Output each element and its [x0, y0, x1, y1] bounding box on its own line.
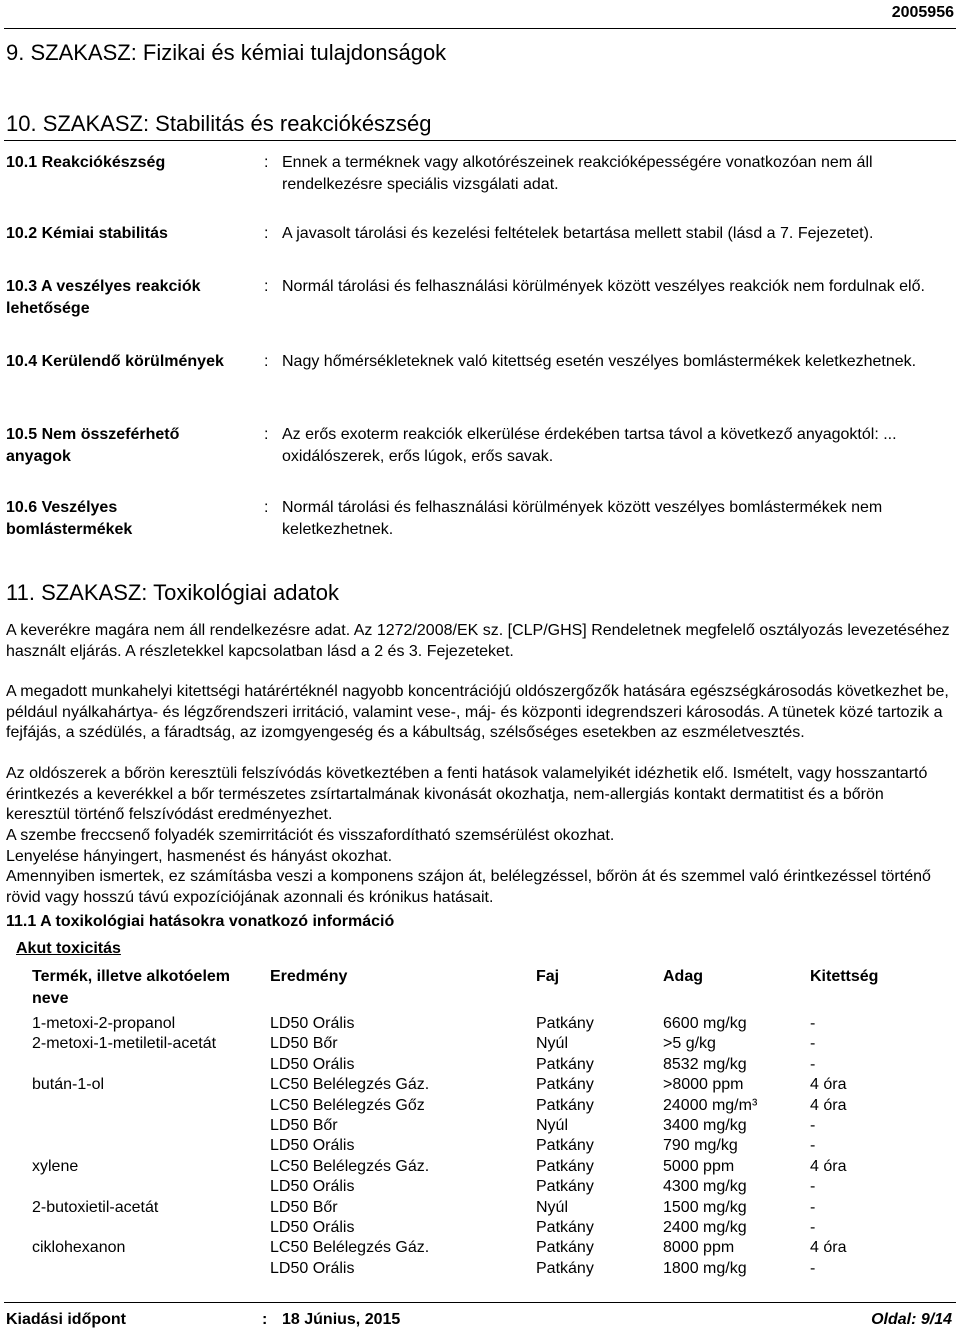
table-cell-exposure: 4 óra	[810, 1157, 847, 1175]
row-label: 10.6 Veszélyes bomlástermékek	[6, 499, 133, 538]
table-cell-dose: 790 mg/kg	[663, 1137, 738, 1155]
footer-issue-date: 18 Június, 2015	[282, 1311, 401, 1328]
table-cell-result: LD50 Orális	[270, 1219, 355, 1236]
section-11-intro: A keverékre magára nem áll rendelkezésre adat. Az 1272/2008/EK sz. [CLP/GHS] Rendeletnek megfelelő osztályozás levezetéséhez használt eljárás. A részletekkel kapcsolatban lásd a 2 és 3. Fejezeteket.	[6, 622, 950, 660]
section-9-title: 9. SZAKASZ: Fizikai és kémiai tulajdonságok	[6, 40, 447, 65]
table-cell-exposure: -	[810, 1137, 816, 1155]
row-colon: :	[264, 499, 269, 516]
table-cell-result: LC50 Belélegzés Gáz.	[270, 1239, 430, 1257]
table-cell-exposure: 4 óra	[810, 1096, 847, 1114]
footer-page-number: Oldal: 9/14	[871, 1311, 952, 1328]
table-cell-exposure: -	[810, 1259, 816, 1277]
table-cell-species: Nyúl	[536, 1198, 569, 1216]
section-11-paragraph: A megadott munkahelyi kitettségi határértéknél nagyobb koncentrációjú oldószergőzők hatására egészségkárosodás következhet be, például nyálkahártya- és légzőrendszeri irritáció, valamint vese-, máj- és központi idegrendszeri károsodás. A tünetek közé tartozik a fejfájás, a szédülés, a fáradtság, az izomgyengeség és a kábultság, szélsőséges esetekben az eszméletvesztés.	[6, 683, 949, 742]
row-colon: :	[264, 278, 269, 295]
table-cell-exposure: 4 óra	[810, 1076, 847, 1094]
table-cell-result: LD50 Orális	[270, 1015, 355, 1032]
table-cell-dose: >5 g/kg	[663, 1035, 716, 1053]
table-cell-dose: 2400 mg/kg	[663, 1219, 747, 1236]
row-colon: :	[264, 154, 269, 171]
table-cell-species: Nyúl	[536, 1035, 569, 1053]
row-value: Normál tárolási és felhasználási körülmények között veszélyes reakciók nem fordulnak elő.	[282, 278, 925, 295]
table-header-dose: Adag	[663, 968, 703, 985]
table-cell-result: LD50 Bőr	[270, 1198, 338, 1216]
section-11-paragraph: Lenyelése hányingert, hasmenést és hányást okozhat.	[6, 848, 393, 865]
table-cell-species: Patkány	[536, 1076, 594, 1094]
section-11-paragraph: Amennyiben ismertek, ez számításba veszi a komponens szájon át, belélegzéssel, bőrön át és szemmel való érintkezéssel történő rövid vagy hosszú távú expozíciójának azonnali és krónikus hatásait.	[6, 868, 931, 906]
section-11-paragraph: Az oldószerek a bőrön keresztüli felszívódás következtében a fenti hatások valamelyikét idézhetik elő. Ismételt, vagy hosszantartó érintkezés a keverékkel a bőr természetes zsírtartalmának kivonását okozhatja, nem-allergiás kontakt dermatitist és a bőrön keresztül történő felszívódást eredményezhet.	[6, 765, 928, 824]
table-header-species: Faj	[536, 968, 560, 985]
table-cell-species: Patkány	[536, 1239, 594, 1257]
footer-divider	[4, 1302, 956, 1303]
header-divider	[4, 28, 956, 29]
row-colon: :	[264, 426, 269, 443]
table-cell-result: LD50 Bőr	[270, 1117, 338, 1134]
table-cell-result: LD50 Orális	[270, 1178, 355, 1196]
table-cell-product: xylene	[32, 1157, 79, 1175]
table-header-result: Eredmény	[270, 968, 348, 985]
table-cell-exposure: -	[810, 1055, 816, 1073]
table-cell-dose: 5000 ppm	[663, 1157, 735, 1175]
table-cell-exposure: -	[810, 1198, 816, 1216]
table-cell-exposure: -	[810, 1035, 816, 1053]
table-cell-dose: 4300 mg/kg	[663, 1178, 747, 1196]
table-cell-dose: 24000 mg/m³	[663, 1096, 758, 1114]
table-header-exposure: Kitettség	[810, 968, 879, 985]
row-value: Nagy hőmérsékleteknek való kitettség esetén veszélyes bomlástermékek keletkezhetnek.	[282, 353, 917, 370]
table-cell-exposure: -	[810, 1117, 816, 1134]
row-colon: :	[264, 225, 269, 242]
section-10-divider	[4, 140, 956, 141]
table-cell-dose: 8532 mg/kg	[663, 1055, 747, 1073]
table-cell-species: Patkány	[536, 1015, 594, 1032]
section-11-paragraph: A szembe freccsenő folyadék szemirritációt és visszafordítható szemsérülést okozhat.	[6, 827, 615, 844]
footer-issue-label: Kiadási időpont	[6, 1311, 126, 1328]
table-cell-dose: >8000 ppm	[663, 1076, 744, 1094]
table-cell-result: LC50 Belélegzés Gáz.	[270, 1076, 430, 1094]
table-cell-result: LD50 Orális	[270, 1137, 355, 1155]
table-cell-species: Patkány	[536, 1055, 594, 1073]
row-value: A javasolt tárolási és kezelési feltételek betartása mellett stabil (lásd a 7. Fejezetet).	[282, 225, 874, 242]
row-label: 10.3 A veszélyes reakciók lehetősége	[6, 278, 201, 317]
row-value: Ennek a terméknek vagy alkotórészeinek reakcióképességére vonatkozóan nem áll rendelkezésre speciális vizsgálati adat.	[282, 154, 873, 193]
table-cell-species: Patkány	[536, 1096, 594, 1114]
table-cell-result: LC50 Belélegzés Gáz.	[270, 1157, 430, 1175]
table-cell-exposure: 4 óra	[810, 1239, 847, 1257]
table-cell-species: Patkány	[536, 1178, 594, 1196]
section-10-title: 10. SZAKASZ: Stabilitás és reakciókészség	[6, 111, 432, 136]
row-label: 10.2 Kémiai stabilitás	[6, 225, 168, 242]
table-cell-exposure: -	[810, 1219, 816, 1236]
section-11-title: 11. SZAKASZ: Toxikológiai adatok	[6, 580, 340, 605]
footer-colon: :	[262, 1311, 268, 1328]
table-cell-product: 2-butoxietil-acetát	[32, 1198, 159, 1216]
table-cell-dose: 8000 ppm	[663, 1239, 735, 1257]
row-label: 10.5 Nem összeférhető anyagok	[6, 426, 180, 465]
table-cell-species: Nyúl	[536, 1117, 569, 1134]
table-cell-product: ciklohexanon	[32, 1239, 126, 1257]
table-cell-species: Patkány	[536, 1259, 594, 1277]
table-cell-product: 1-metoxi-2-propanol	[32, 1015, 176, 1032]
table-cell-dose: 3400 mg/kg	[663, 1117, 747, 1134]
table-cell-exposure: -	[810, 1178, 816, 1196]
row-label: 10.1 Reakciókészség	[6, 154, 166, 171]
table-cell-product: 2-metoxi-1-metiletil-acetát	[32, 1035, 217, 1053]
row-label: 10.4 Kerülendő körülmények	[6, 353, 224, 370]
row-value: Az erős exoterm reakciók elkerülése érdekében tartsa távol a következő anyagoktól: ... oxidálószerek, erős lúgok, erős savak.	[282, 426, 897, 465]
table-cell-result: LD50 Orális	[270, 1055, 355, 1073]
table-cell-dose: 1800 mg/kg	[663, 1259, 747, 1277]
table-header-product: Termék, illetve alkotóelem neve	[32, 968, 231, 1007]
table-cell-result: LC50 Belélegzés Gőz	[270, 1096, 425, 1114]
document-number: 2005956	[891, 4, 954, 21]
table-cell-result: LD50 Bőr	[270, 1035, 338, 1053]
table-cell-dose: 1500 mg/kg	[663, 1198, 747, 1216]
table-cell-product: bután-1-ol	[32, 1076, 105, 1094]
row-colon: :	[264, 353, 269, 370]
acute-toxicity-title: Akut toxicitás	[16, 940, 121, 957]
table-cell-species: Patkány	[536, 1137, 594, 1155]
table-cell-exposure: -	[810, 1015, 816, 1032]
subsection-11-1-title: 11.1 A toxikológiai hatásokra vonatkozó információ	[6, 913, 395, 930]
table-cell-result: LD50 Orális	[270, 1259, 355, 1277]
row-value: Normál tárolási és felhasználási körülmények között veszélyes bomlástermékek nem keletkezhetnek.	[282, 499, 883, 538]
table-cell-species: Patkány	[536, 1157, 594, 1175]
table-cell-dose: 6600 mg/kg	[663, 1015, 747, 1032]
table-cell-species: Patkány	[536, 1219, 594, 1236]
